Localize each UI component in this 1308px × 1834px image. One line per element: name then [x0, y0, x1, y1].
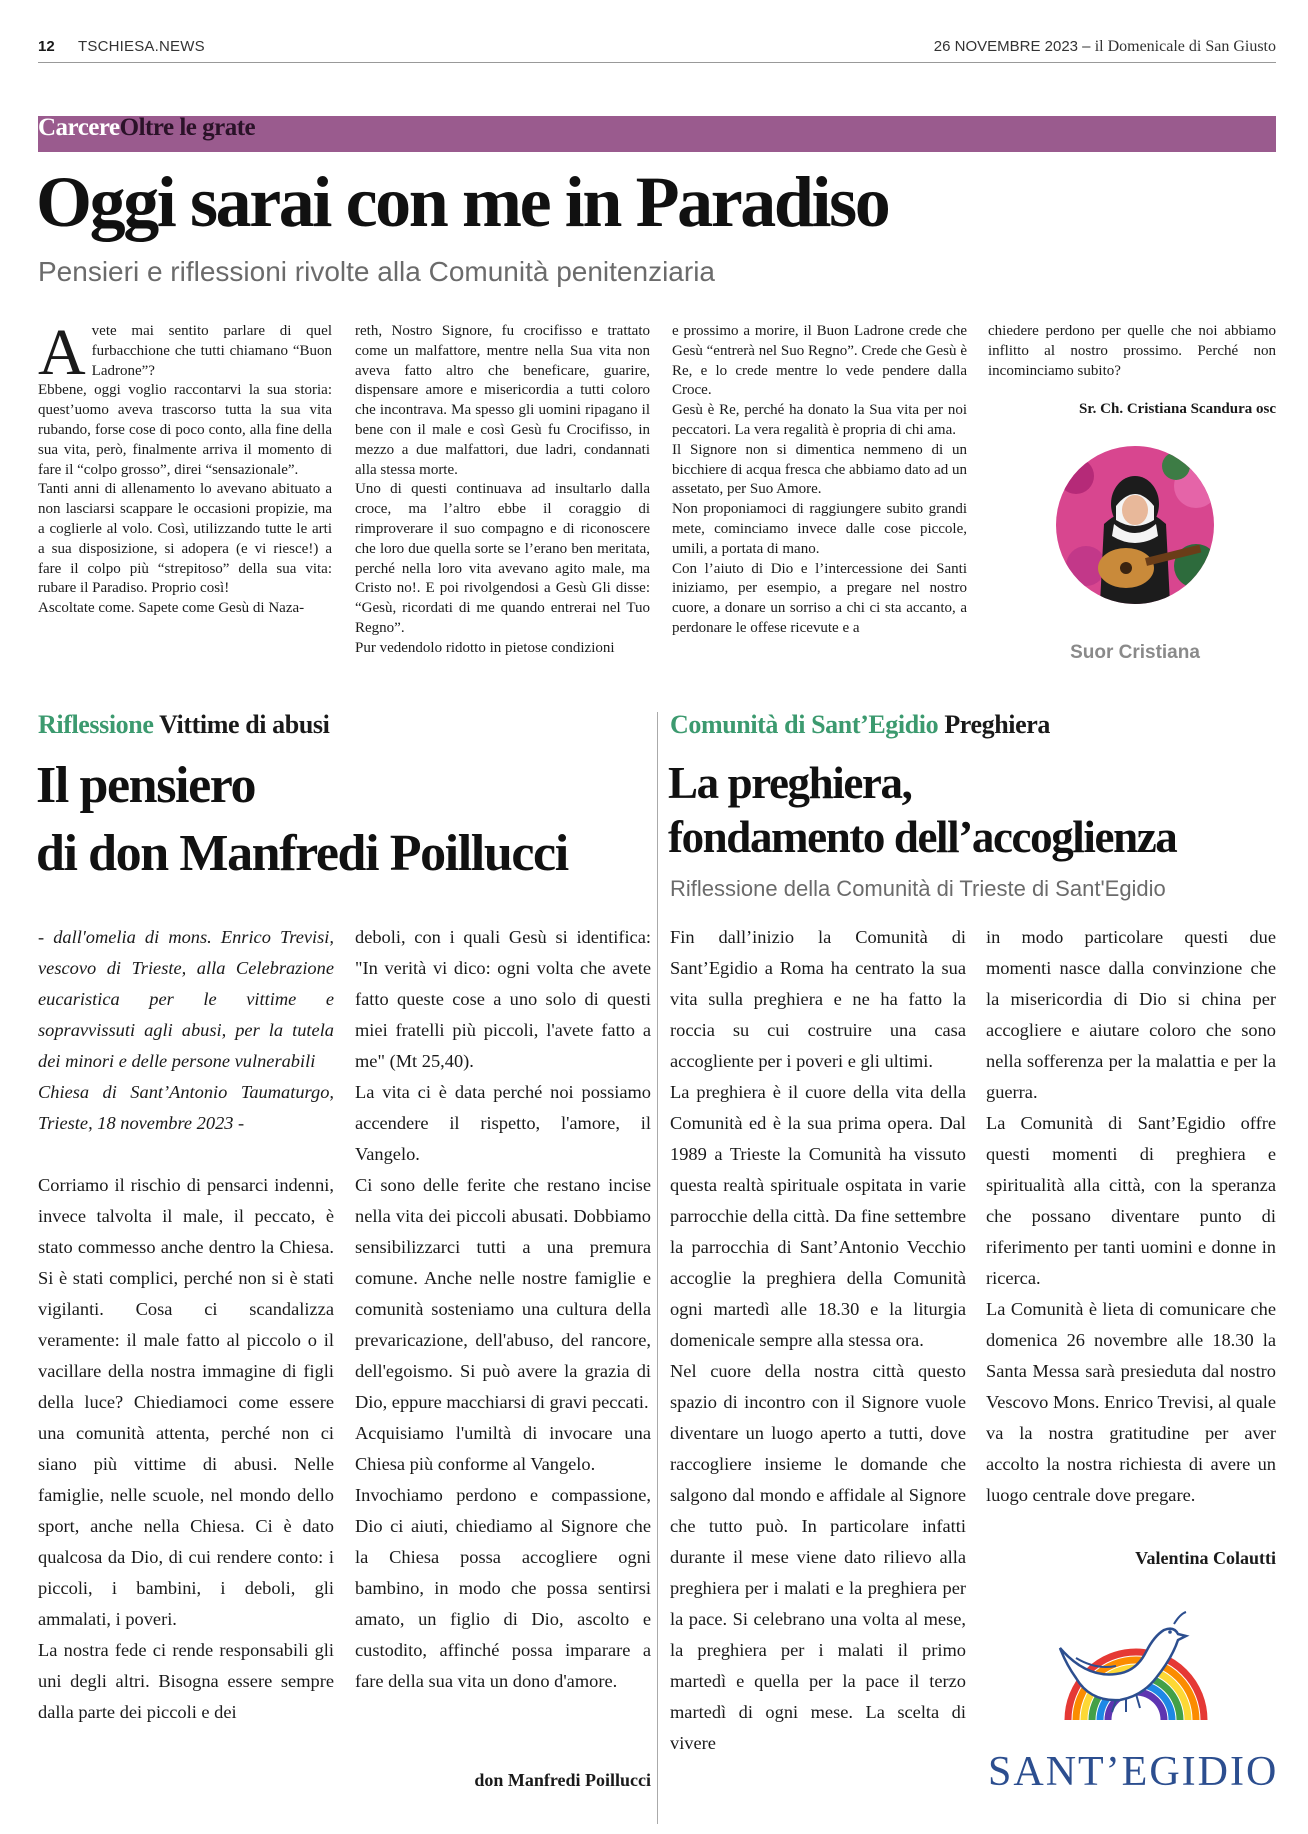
paragraph: reth, Nostro Signore, fu crocifisso e trattato come un malfattore, mentre nella Sua vita non aveva fatto altro che beneficare, guarire, dispensare amore e misericordia a tutti coloro che incontrava. Ma spesso gli uomini ripagano il bene con il male e così Gesù fu Crocifisso, in mezzo a due malfattori, due ladri, condannati alla stessa morte. [355, 323, 650, 478]
article3-signature: Valentina Colautti [1135, 1548, 1276, 1568]
paragraph: Pur vedendolo ridotto in pietose condizioni [355, 639, 615, 656]
paragraph: deboli, con i quali Gesù si identifica: "In verità vi dico: ogni volta che avete fatto queste cose a uno solo di questi miei fratelli più piccoli, l'avete fatto a me" (Mt 25,40). [355, 927, 651, 1071]
dropcap: A [38, 316, 86, 389]
article2-title-line2: di don Manfredi Poillucci [36, 825, 568, 882]
paragraph: Tanti anni di allenamento lo avevano abituato a non lasciarsi scappare le occasioni propizie, ma a coglierle al volo. Così, utilizzando tutte le arti a sua disposizione, si adopera (e vi riesce!) a fare il colpo più “strepitoso” della sua vita: rubare il Paradiso. Proprio così! [38, 481, 332, 597]
paragraph: Invochiamo perdono e compassione, Dio ci aiuti, chiediamo al Signore che la Chiesa possa accogliere ogni bambino, in modo che possa sentirsi amato, un figlio di Dio, ascolto e custodito, affinché possa imparare a fare della sua vita un dono d'amore. [355, 1485, 651, 1691]
article3-kicker-a: Comunità di Sant’Egidio [670, 710, 939, 739]
running-header [38, 36, 1276, 60]
paragraph: Ci sono delle ferite che restano incise nella vita dei piccoli abusati. Dobbiamo sensibilizzarci tutti a una premura comune. Anche nelle nostre famiglie e comunità sosteniamo una cultura della prevaricazione, dell'abuso, del rancore, dell'egoismo. Si può avere la grazia di Dio, eppure macchiarsi di gravi peccati. [355, 1175, 651, 1412]
paragraph: Corriamo il rischio di pensarci indenni, invece talvolta il male, il peccato, è stato commesso anche dentro la Chiesa. Si è stati complici, perché non si è stati vigilanti. Cosa ci scandalizza veramente: il male fatto al piccolo o il vacillare della nostra immagine di figli della luce? Chiediamoci come essere una comunità attenta, perché non ci siano più vittime di abusi. Nelle famiglie, nelle scuole, nel mondo dello sport, anche nella Chiesa. Ci è dato qualcosa da Dio, di cui rendere conto: i piccoli, i bambini, i deboli, gli ammalati, i poveri. [38, 1175, 334, 1629]
issue-date [934, 38, 1276, 56]
article2-kicker [38, 710, 329, 740]
paragraph: La Comunità è lieta di comunicare che domenica 26 novembre alle 18.30 la Santa Messa sarà presieduta dal nostro Vescovo Mons. Enrico Trevisi, al quale va la nostra gratitudine per aver accolto la nostra richiesta di avere un luogo centrale dove pregare. [986, 1299, 1276, 1505]
article3-title-line1: La preghiera, [668, 758, 912, 808]
paragraph: La Comunità di Sant’Egidio offre questi momenti di preghiera e spiritualità alla città, con la speranza che possano diventare punto di riferimento per tanti uomini e donne in ricerca. [986, 1113, 1276, 1288]
article1-kicker [38, 114, 255, 142]
paragraph: e prossimo a morire, il Buon Ladrone crede che Gesù “entrerà nel Suo Regno”. Crede che Gesù è Re, e lo crede mentre lo vede pendere dalla Croce. [672, 323, 967, 399]
paragraph: Il Signore non si dimentica nemmeno di un bicchiere di acqua fresca che abbiamo dato ad un assetato, per Suo Amore. [672, 441, 967, 498]
article2-col1 [38, 922, 334, 1728]
article2-kicker-b: Vittime di abusi [159, 710, 330, 739]
article3-title-line2: fondamento dell’accoglienza [668, 812, 1177, 862]
santegidio-logo-text: SANT’EGIDIO [988, 1749, 1279, 1795]
article2-title [36, 752, 568, 888]
photo-caption: Suor Cristiana [1070, 642, 1200, 663]
article3-col2 [986, 922, 1276, 1511]
article2-col2 [355, 922, 651, 1697]
article3-subtitle: Riflessione della Comunità di Trieste di Sant'Egidio [670, 876, 1166, 901]
portrait-illustration [1056, 446, 1214, 604]
article1-col1 [38, 316, 332, 619]
page-number: 12 [38, 38, 55, 55]
paragraph: in modo particolare questi due momenti nasce dalla convinzione che la misericordia di Dio si china per accogliere e aiutare coloro che sono nella sofferenza per la malattia e per la guerra. [986, 927, 1276, 1102]
santegidio-dove-icon [1046, 1608, 1226, 1728]
paragraph: vete mai sentito parlare di quel furbacchione che tutti chiamano “Buon Ladrone”? [91, 323, 332, 379]
paragraph: La nostra fede ci rende responsabili gli uni degli altri. Bisogna essere sempre dalla parte dei piccoli e dei [38, 1640, 334, 1722]
paragraph: Non proponiamoci di raggiungere subito grandi mete, cominciamo invece dalle cose piccole, umili, a portata di mano. [672, 501, 967, 557]
article2-kicker-a: Riflessione [38, 710, 154, 739]
article2-title-line1: Il pensiero [36, 757, 256, 814]
header-rule [38, 62, 1276, 63]
article3-kicker [670, 710, 1050, 740]
article1-col3 [672, 322, 967, 639]
paragraph: Con l’aiuto di Dio e l’intercessione dei Santi iniziamo, per esempio, a pregare nel nostro cuore, a donare un sorriso a chi ci sta accanto, a perdonare le offese ricevute e a [672, 560, 967, 636]
article2-signature: don Manfredi Poillucci [474, 1770, 651, 1790]
article1-col4 [988, 322, 1276, 381]
paper-name: il Domenicale di San Giusto [1094, 38, 1276, 55]
site-name: TSCHIESA.NEWS [78, 38, 205, 55]
paragraph: Nel cuore della nostra città questo spazio di incontro con il Signore vuole diventare un luogo aperto a tutti, dove raccogliere insieme le domande che salgono dal mondo e affidale al Signore che tutto può. In particolare infatti durante il mese viene dato rilievo alla preghiera per i malati e la preghiera per la pace. Si celebrano una volta al mese, la preghiera per i malati il primo martedì e quella per la pace il terzo martedì di ogni mese. La scelta di vivere [670, 1361, 966, 1753]
article1-kicker-a: Carcere [38, 114, 120, 141]
dove-rainbow-logo [1046, 1608, 1226, 1728]
column-divider [657, 712, 658, 1824]
paragraph: chiedere perdono per quelle che noi abbiamo inflitto al nostro prossimo. Perché non incominciamo subito? [988, 323, 1276, 379]
article3-kicker-b: Preghiera [944, 710, 1050, 739]
article1-kicker-b: Oltre le grate [119, 114, 256, 141]
paragraph: Uno di questi continuava ad insultarlo dalla croce, ma l’altro ebbe il coraggio di rimproverare il suo compagno e di riconoscere che loro due quella sorte se l’erano ben meritata, perché nella loro vita avevano agito male, ma Cristo no!. E poi rivolgendosi a Gesù Gli disse: “Gesù, ricordati di me quando entrerai nel Tuo Regno”. [355, 481, 650, 636]
paragraph: Fin dall’inizio la Comunità di Sant’Egidio a Roma ha centrato la sua vita sulla preghiera e ne ha fatto la roccia su cui costruire una casa accogliente per i poveri e gli ultimi. [670, 927, 966, 1071]
paragraph: Acquisiamo l'umiltà di invocare una Chiesa più conforme al Vangelo. [355, 1423, 651, 1474]
paragraph: La vita ci è data perché noi possiamo accendere il rispetto, l'amore, il Vangelo. [355, 1082, 651, 1164]
paragraph: Ascoltate come. Sapete come Gesù di Naza- [38, 600, 305, 617]
nun-portrait-photo [1056, 446, 1214, 604]
article2-intro: - dall'omelia di mons. Enrico Trevisi, vescovo di Trieste, alla Celebrazione eucaristica per le vittime e sopravvissuti agli abusi, per la tutela dei minori e delle persone vulnerabili [38, 927, 334, 1071]
paragraph-spacer [38, 1139, 334, 1170]
paragraph: Ebbene, oggi voglio raccontarvi la sua storia: quest’uomo aveva trascorso tutta la sua vita rubando, forse cose di poco conto, alla fine della sua vita, però, finalmente arriva il momento di fare il “colpo grosso”, direi “sensazionale”. [38, 382, 332, 478]
issue-date-text: 26 NOVEMBRE 2023 – [933, 38, 1091, 55]
article3-col1 [670, 922, 966, 1759]
article2-intro-place: Chiesa di Sant’Antonio Taumaturgo, Trieste, 18 novembre 2023 - [38, 1082, 334, 1133]
article1-col2 [355, 322, 650, 659]
paragraph: Gesù è Re, perché ha donato la Sua vita per noi peccatori. La vera regalità è propria di chi ama. [672, 402, 967, 438]
article3-title [668, 756, 1176, 864]
section-band [38, 116, 1276, 152]
article1-title: Oggi sarai con me in Paradiso [36, 162, 889, 242]
article1-subtitle: Pensieri e riflessioni rivolte alla Comunità penitenziaria [38, 256, 715, 287]
paragraph: La preghiera è il cuore della vita della Comunità ed è la sua prima opera. Dal 1989 a Trieste la Comunità ha vissuto questa realtà spirituale ospitata in varie parrocchie della città. Da fine settembre la parrocchia di Sant’Antonio Vecchio accoglie la preghiera della Comunità ogni martedì alle 18.30 e la liturgia domenicale sempre alla stessa ora. [670, 1082, 966, 1350]
article1-signature: Sr. Ch. Cristiana Scandura osc [1079, 401, 1276, 417]
